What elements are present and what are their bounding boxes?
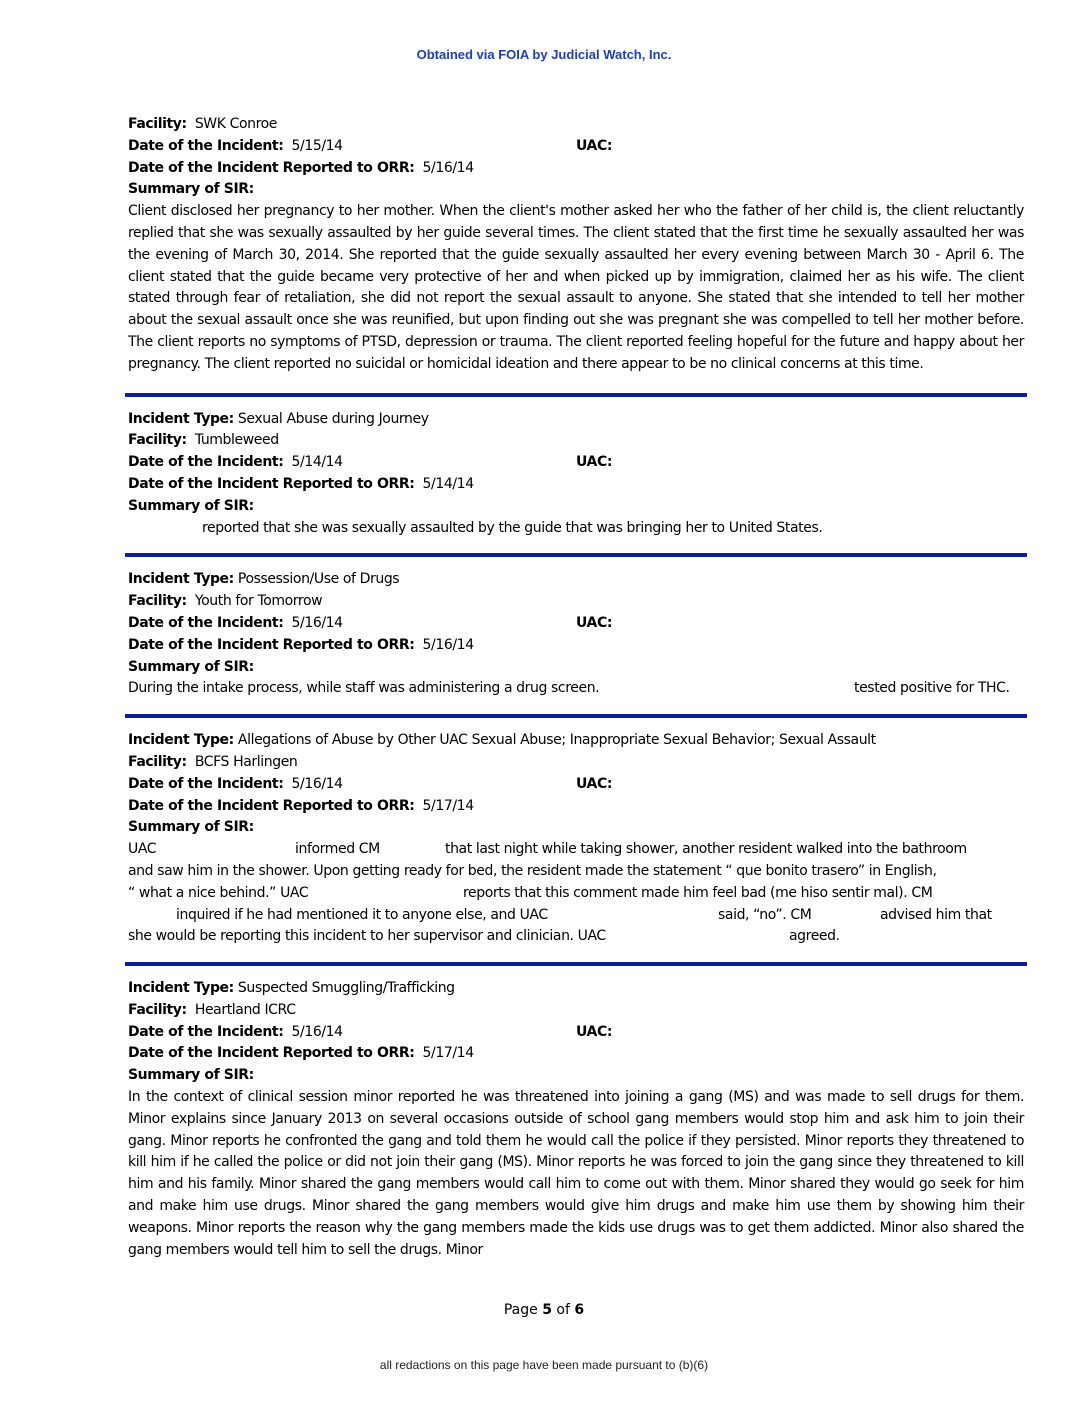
summary-text-part: “ what a nice behind.” UAC xyxy=(128,884,309,901)
date-reported-value: 5/14/14 xyxy=(422,475,474,492)
date-reported-line: Date of the Incident Reported to ORR: 5/16/14 xyxy=(128,636,474,653)
summary-line xyxy=(128,926,1024,948)
date-incident-line: Date of the Incident: 5/16/14 UAC: xyxy=(128,1022,1024,1044)
facility-value: Heartland ICRC xyxy=(194,1001,296,1018)
date-reported-line: Date of the Incident Reported to ORR: 5/14/14 xyxy=(128,475,474,492)
date-reported-value: 5/16/14 xyxy=(422,636,474,653)
section-divider xyxy=(125,714,1027,718)
summary-text-part: advised him that xyxy=(880,906,992,923)
incident-type-line: Incident Type: Suspected Smuggling/Trafficking xyxy=(128,980,455,997)
date-reported-value: 5/17/14 xyxy=(422,797,474,814)
incident-type-value: Suspected Smuggling/Trafficking xyxy=(237,980,455,997)
facility-value: BCFS Harlingen xyxy=(194,753,298,770)
facility-line: Facility: BCFS Harlingen xyxy=(128,753,298,770)
incident-type-value: Sexual Abuse during Journey xyxy=(237,410,429,427)
summary-line xyxy=(128,883,1024,905)
facility-value: Tumbleweed xyxy=(194,432,279,449)
date-incident-line: Date of the Incident: 5/15/14 UAC: xyxy=(128,136,1024,158)
summary-line xyxy=(128,861,1024,883)
incident-record xyxy=(128,569,1024,700)
facility-value: SWK Conroe xyxy=(194,116,278,132)
summary-text-part: agreed. xyxy=(789,928,840,945)
summary-text: In the context of clinical session minor reported he was threatened into joining a gang (MS) and was made to sell drugs for them. Minor explains since January 2013 on several occasions outside of school gang members would stop him and ask him to join their gang. Minor reports he confronted the gang and told them he would call the police if they persisted. Minor reports they threatened to kill him if he called the police or did not join their gang (MS). Minor reports he was forced to join the gang since they threatened to kill him and his family. Minor shared the gang members would call him to come out with them. Minor shared they would go seek for him and make him use drugs. Minor shared the gang members would give him drugs and make him use them by showing him their weapons. Minor reports the reason why the gang members made the kids use drugs was to get them addicted. Minor also shared the gang members would tell him to sell the drugs. Minor xyxy=(128,1089,1024,1258)
facility-line: Facility: SWK Conroe xyxy=(128,116,278,132)
date-incident-value: 5/16/14 xyxy=(291,1023,343,1040)
incident-type-value: Allegations of Abuse by Other UAC Sexual Abuse; Inappropriate Sexual Behavior; Sexual Assault xyxy=(237,732,876,749)
summary-text-part: informed CM xyxy=(295,841,380,858)
incident-record xyxy=(128,409,1024,540)
summary-text-part: tested positive for THC. xyxy=(854,680,1010,697)
summary-text-part: that last night while taking shower, another resident walked into the bathroom xyxy=(445,841,967,858)
facility-value: Youth for Tomorrow xyxy=(194,593,323,610)
summary-line xyxy=(128,839,1024,861)
summary-text-part: During the intake process, while staff was administering a drug screen. xyxy=(128,680,600,697)
incident-record xyxy=(128,978,1024,1261)
summary-text-part: reports that this comment made him feel bad (me hiso sentir mal). CM xyxy=(463,884,933,901)
summary-line xyxy=(128,905,1024,927)
summary-text-part: she would be reporting this incident to her supervisor and clinician. UAC xyxy=(128,928,606,945)
incident-type-value: Possession/Use of Drugs xyxy=(237,571,400,588)
section-divider xyxy=(125,553,1027,557)
date-incident-value: 5/14/14 xyxy=(291,454,343,471)
date-incident-value: 5/15/14 xyxy=(291,137,343,154)
incident-record xyxy=(128,730,1024,948)
date-reported-line: Date of the Incident Reported to ORR: 5/17/14 xyxy=(128,797,474,814)
uac-label: UAC: xyxy=(576,454,613,471)
date-reported-value: 5/17/14 xyxy=(422,1045,474,1062)
incident-type-line: Incident Type: Allegations of Abuse by Other UAC Sexual Abuse; Inappropriate Sexual Behavior; Sexual Assault xyxy=(128,732,876,749)
section-divider xyxy=(125,393,1027,397)
summary-label: Summary of SIR: xyxy=(128,497,254,514)
incident-report-body xyxy=(128,114,1024,1261)
summary-text-part: said, “no”. CM xyxy=(718,906,812,923)
incident-type-line: Incident Type: Possession/Use of Drugs xyxy=(128,571,400,588)
summary-text-part: inquired if he had mentioned it to anyone else, and UAC xyxy=(176,906,548,923)
summary-text-part: UAC xyxy=(128,841,157,858)
uac-label: UAC: xyxy=(576,137,613,154)
foia-header: Obtained via FOIA by Judicial Watch, Inc. xyxy=(416,47,672,62)
incident-record xyxy=(128,114,1024,376)
uac-label: UAC: xyxy=(576,775,613,792)
summary-label: Summary of SIR: xyxy=(128,819,254,836)
summary-label: Summary of SIR: xyxy=(128,658,254,675)
summary-label: Summary of SIR: xyxy=(128,1067,254,1084)
facility-line: Facility: Heartland ICRC xyxy=(128,1001,296,1018)
date-incident-value: 5/16/14 xyxy=(291,614,343,631)
incident-type-line: Incident Type: Sexual Abuse during Journey xyxy=(128,410,429,427)
summary-text xyxy=(128,678,1024,700)
uac-label: UAC: xyxy=(576,1023,613,1040)
facility-line: Facility: Youth for Tomorrow xyxy=(128,593,323,610)
summary-text-part: and saw him in the shower. Upon getting ready for bed, the resident made the statement “ que bonito trasero” in English, xyxy=(128,862,937,879)
date-incident-value: 5/16/14 xyxy=(291,775,343,792)
summary-text: reported that she was sexually assaulted by the guide that was bringing her to United States. xyxy=(202,519,823,536)
summary-label: Summary of SIR: xyxy=(128,181,254,198)
date-incident-line: Date of the Incident: 5/14/14 UAC: xyxy=(128,452,1024,474)
date-incident-line: Date of the Incident: 5/16/14 UAC: xyxy=(128,774,1024,796)
date-reported-line: Date of the Incident Reported to ORR: 5/16/14 xyxy=(128,159,474,176)
date-incident-line: Date of the Incident: 5/16/14 UAC: xyxy=(128,613,1024,635)
date-reported-line: Date of the Incident Reported to ORR: 5/17/14 xyxy=(128,1045,474,1062)
date-reported-value: 5/16/14 xyxy=(422,159,474,176)
facility-line: Facility: Tumbleweed xyxy=(128,432,279,449)
summary-text: Client disclosed her pregnancy to her mother. When the client's mother asked her who the father of her child is, the client reluctantly replied that she was sexually assaulted by her guide several times. The client stated that the first time he sexually assaulted her was the evening of March 30, 2014. She reported that the guide sexually assaulted her every evening between March 30 - April 6. The client stated that the guide became very protective of her and when picked up by immigration, claimed her as his wife. The client stated through fear of retaliation, she did not report the sexual assault to anyone. She stated that she intended to tell her mother about the sexual assault once she was reunified, but upon finding out she was pregnant she was compelled to tell her mother before. The client reports no symptoms of PTSD, depression or trauma. The client reported feeling hopeful for the future and happy about her pregnancy. The client reported no suicidal or homicidal ideation and there appear to be no clinical concerns at this time. xyxy=(128,203,1024,372)
section-divider xyxy=(125,962,1027,966)
redaction-footnote: all redactions on this page have been made pursuant to (b)(6) xyxy=(379,1358,709,1372)
uac-label: UAC: xyxy=(576,614,613,631)
page-number: Page 5 of 6 xyxy=(503,1302,585,1318)
